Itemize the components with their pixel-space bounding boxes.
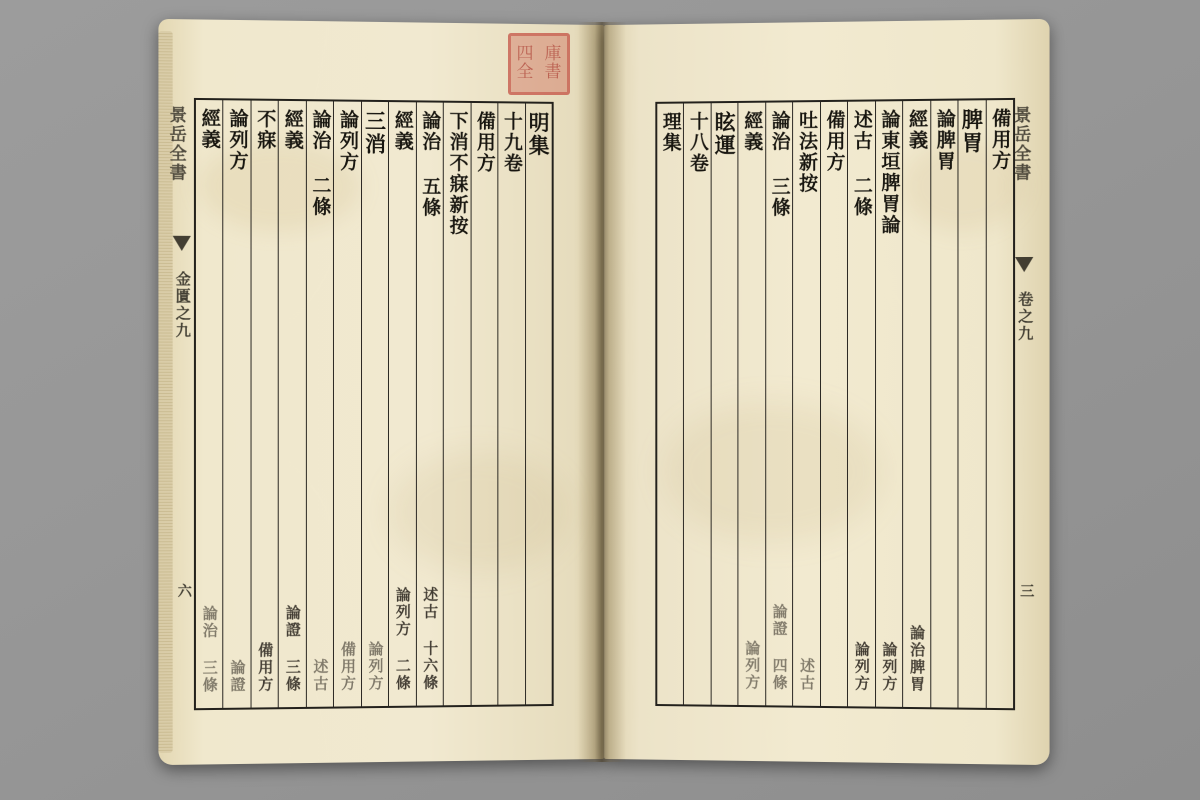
text-column <box>470 103 497 705</box>
column-heading: 論脾胃 <box>933 108 956 173</box>
column-heading: 脾胃 <box>959 108 985 155</box>
left-spine-title-text: 景岳全書 <box>165 105 186 183</box>
text-column <box>657 104 683 705</box>
text-column <box>875 101 903 707</box>
column-heading: 論列方 <box>336 109 359 173</box>
right-page-number <box>1019 583 1033 603</box>
left-columns <box>196 100 552 708</box>
left-page <box>158 19 603 765</box>
column-subnote: 備用方 <box>338 641 357 693</box>
text-column <box>306 101 334 707</box>
text-column <box>196 100 223 708</box>
column-heading: 下消不寐新按 <box>446 110 469 237</box>
column-heading: 明集 <box>526 111 551 158</box>
column-subnote: 述古 <box>311 658 330 693</box>
column-heading: 三消 <box>362 109 388 157</box>
column-subnote: 備用方 <box>256 642 275 694</box>
column-subnote: 述古 <box>798 657 816 692</box>
column-subnote: 論治脾胃 <box>908 624 927 694</box>
column-heading: 論治 三條 <box>768 110 791 219</box>
column-heading: 吐法新按 <box>796 110 818 195</box>
right-page-number-text: 三 <box>1018 583 1035 600</box>
seal-char: 庫 <box>544 44 562 65</box>
left-page-banner <box>175 271 190 344</box>
text-column <box>930 101 958 708</box>
text-column <box>278 101 306 707</box>
column-heading: 論治 二條 <box>309 109 332 218</box>
right-text-frame <box>655 98 1015 710</box>
column-heading: 十八卷 <box>687 111 709 175</box>
column-heading: 理集 <box>659 111 682 154</box>
column-subnote: 論列方 <box>852 641 871 693</box>
column-subnote: 述古 十六條 <box>421 586 440 692</box>
column-subnote: 論證 <box>228 659 247 694</box>
left-page-number-text: 六 <box>175 583 192 600</box>
text-column <box>497 103 524 704</box>
column-heading: 經義 <box>281 108 304 152</box>
column-heading: 經義 <box>905 108 929 152</box>
left-page-number <box>177 583 191 603</box>
column-heading: 眩運 <box>712 110 737 157</box>
column-heading: 經義 <box>741 110 764 153</box>
text-column <box>738 103 765 706</box>
text-column <box>985 100 1013 708</box>
left-banner-text: 金匱之九 <box>173 271 192 340</box>
text-column <box>847 101 875 706</box>
right-banner-text: 卷之九 <box>1016 291 1035 343</box>
text-column <box>223 100 251 708</box>
column-heading: 備用方 <box>473 110 496 174</box>
column-heading: 論東垣脾胃論 <box>878 109 901 236</box>
column-heading: 經義 <box>391 110 414 153</box>
text-column <box>765 102 792 705</box>
column-heading: 述古 二條 <box>850 109 873 218</box>
text-column <box>710 103 737 705</box>
fishtail-mark <box>173 236 191 251</box>
column-heading: 論列方 <box>226 108 249 172</box>
column-heading: 不寐 <box>254 108 277 152</box>
text-column <box>902 101 930 707</box>
column-heading: 論治 五條 <box>419 110 442 219</box>
column-subnote: 論證 四條 <box>770 603 789 692</box>
column-heading: 十九卷 <box>501 111 523 175</box>
text-column <box>820 102 847 707</box>
column-subnote: 論列方 二條 <box>393 586 412 692</box>
text-column <box>416 102 443 705</box>
fishtail-mark <box>1015 257 1033 272</box>
left-text-frame <box>194 98 554 710</box>
text-column <box>333 101 361 706</box>
open-book <box>150 22 1050 777</box>
text-column <box>958 100 986 708</box>
column-heading: 備用方 <box>823 109 846 174</box>
text-column <box>250 101 278 708</box>
column-subnote: 論列方 <box>880 641 899 693</box>
text-column <box>388 102 415 706</box>
column-heading: 備用方 <box>989 108 1012 172</box>
right-spine-title-text: 景岳全書 <box>1010 105 1031 183</box>
seal-char: 書 <box>544 62 562 82</box>
right-columns <box>657 100 1013 708</box>
text-column <box>792 102 819 706</box>
seal-char: 四 <box>516 44 534 65</box>
text-column <box>683 103 710 704</box>
red-seal <box>508 33 570 95</box>
text-column <box>525 104 552 705</box>
text-column <box>361 102 388 707</box>
seal-char: 全 <box>516 62 534 82</box>
column-subnote: 論證 三條 <box>283 604 302 694</box>
column-heading: 經義 <box>198 108 221 151</box>
column-subnote: 論列方 <box>743 640 762 692</box>
column-subnote: 論治 三條 <box>200 605 219 695</box>
right-page <box>604 19 1049 765</box>
right-page-banner <box>1016 291 1035 346</box>
column-subnote: 論列方 <box>366 640 385 693</box>
text-column <box>443 103 470 706</box>
